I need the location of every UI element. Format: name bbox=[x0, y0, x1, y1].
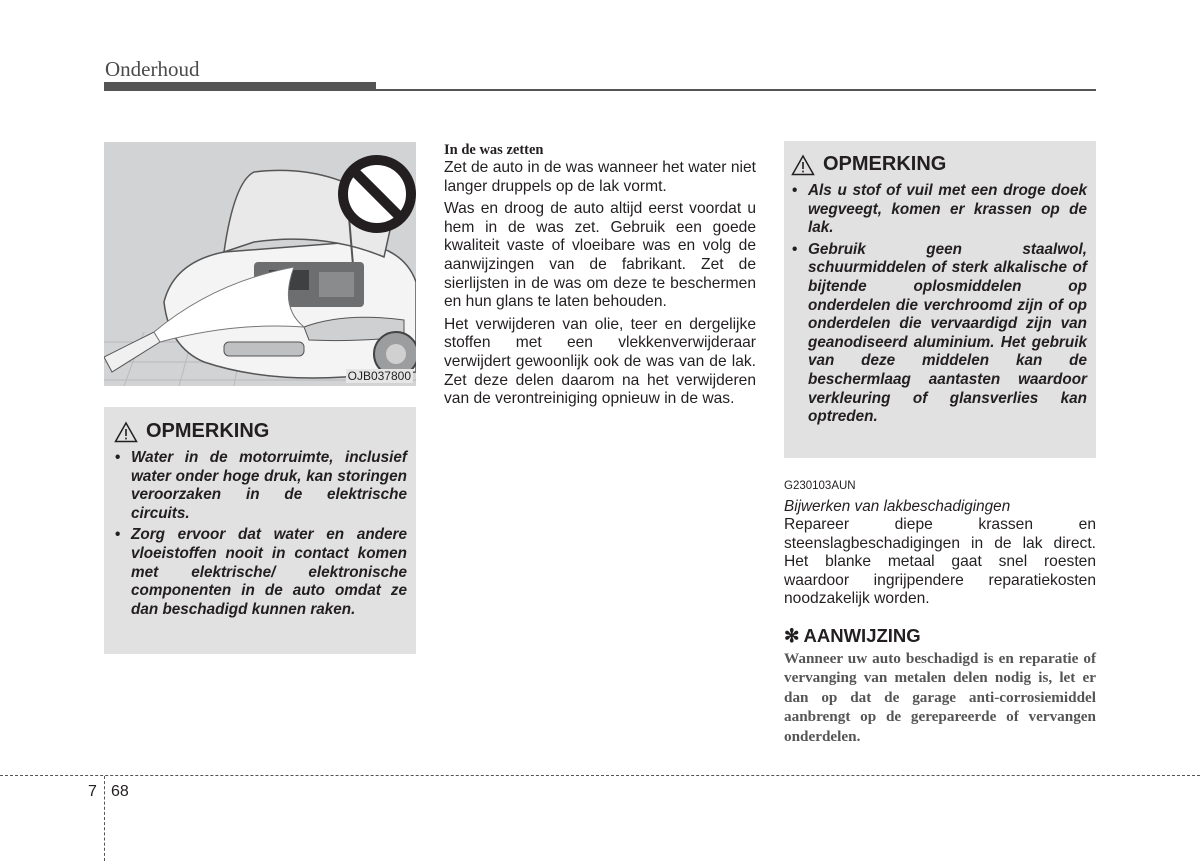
caution-item: • Zorg ervoor dat water en andere vloeistoffen nooit in contact komen met elektrische/ elektronische componenten in de auto omdat ze dan beschadigd kunnen raken. bbox=[114, 526, 407, 619]
paragraph: Zet de auto in de was wanneer het water niet langer druppels op de lak vormt. bbox=[444, 159, 756, 195]
caution-box-engine-water bbox=[104, 407, 416, 654]
paint-repair-section bbox=[784, 479, 1096, 746]
caution-item: • Gebruik geen staalwol, schuurmiddelen of sterk alkalische of bijtende oplosmiddelen op onderdelen die verchroomd zijn of op onderdelen die vervaardigd zijn van geanodiseerd aluminium. Het gebruik van deze middelen kan de beschermlaag aantasten waardoor verkleuring of glansverlies kan optreden. bbox=[791, 241, 1087, 427]
note-text: Wanneer uw auto beschadigd is en reparatie of vervanging van metalen delen nodig is, let er dan op dat de garage anti-corrosiemiddel aanbrengt op de gerepareerde of vervangen onderdelen. bbox=[784, 649, 1096, 745]
asterisk-icon: ✻ bbox=[784, 624, 800, 646]
paragraph: Repareer diepe krassen en steenslagbeschadigingen in de lak direct. Het blanke metaal gaat snel roesten waardoor ingrijpendere reparatiekosten noodzakelijk worden. bbox=[784, 516, 1096, 608]
page-number: 68 bbox=[111, 783, 129, 800]
warning-triangle-icon bbox=[114, 421, 138, 443]
caution-title: OPMERKING bbox=[146, 420, 270, 442]
section-title: Bijwerken van lakbeschadigingen bbox=[784, 498, 1011, 515]
caution-item: • Water in de motorruimte, inclusief water onder hoge druk, kan storingen veroorzaken in de elektrische circuits. bbox=[114, 449, 407, 523]
figure-code: OJB037800 bbox=[347, 369, 411, 383]
caution-item: • Als u stof of vuil met een droge doek wegveegt, komen er krassen op de lak. bbox=[791, 182, 1087, 238]
chapter-number: 7 bbox=[88, 783, 97, 800]
section-subtitle: In de was zetten bbox=[444, 142, 544, 158]
header-rule-thin bbox=[104, 89, 1096, 91]
warning-triangle-icon bbox=[791, 154, 815, 176]
section-code: G230103AUN bbox=[784, 480, 856, 492]
engine-wash-illustration bbox=[104, 142, 416, 386]
paragraph: Het verwijderen van olie, teer en dergelijke stoffen met een vlekkenverwijderaar verwijdert gewoonlijk ook de was van de lak. Zet deze delen daarom na het verwijderen van de verontreiniging opnieuw in de was. bbox=[444, 315, 756, 408]
waxing-section bbox=[444, 141, 756, 413]
page-header-title: Onderhoud bbox=[105, 57, 200, 81]
car-engine-bay-drawing bbox=[104, 142, 416, 386]
caution-box-paint-care bbox=[784, 141, 1096, 458]
footer-dashed-rule bbox=[0, 775, 1200, 776]
paragraph: Was en droog de auto altijd eerst voordat u hem in de was zet. Gebruik een goede kwaliteit vaste of vloeibare was en volg de aanwijzingen van de fabrikant. Zet de sierlijsten in de was om deze te beschermen en hun glans te laten behouden. bbox=[444, 200, 756, 311]
note-heading bbox=[784, 625, 1096, 647]
footer-vertical-rule bbox=[104, 776, 105, 861]
caution-title: OPMERKING bbox=[823, 153, 947, 175]
note-title: AANWIJZING bbox=[803, 624, 921, 646]
